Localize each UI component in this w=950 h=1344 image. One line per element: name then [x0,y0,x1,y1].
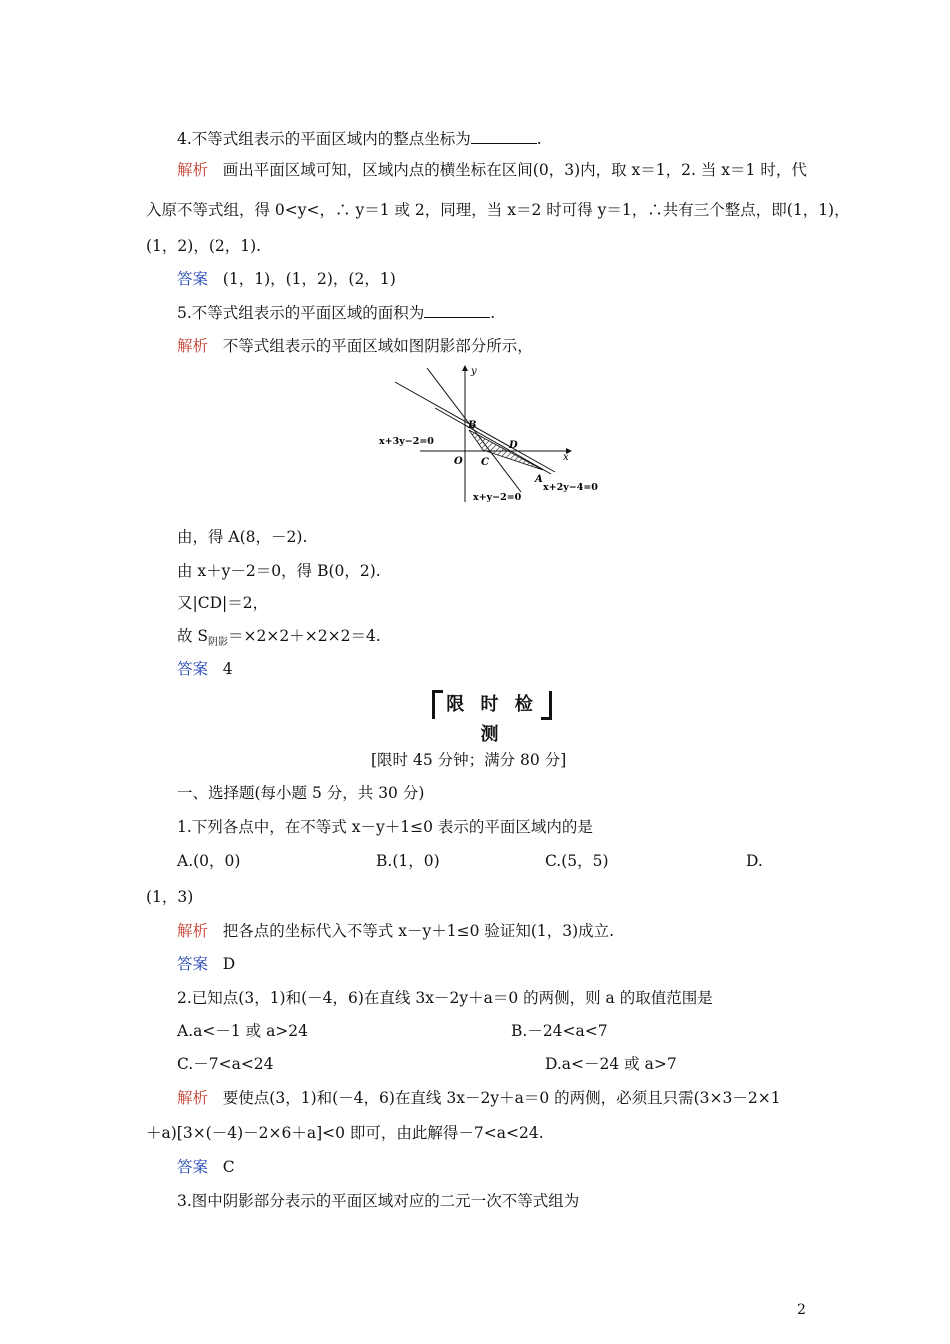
page-number: 2 [797,1302,806,1318]
q5-step-4-sub: 阴影 [208,637,229,649]
p2-option-d: D.a<－24 或 a>7 [545,1055,677,1073]
p1-option-b: B.(1，0) [376,852,440,870]
q4-stem-text: 4.不等式组表示的平面区域内的整点坐标为 [177,130,471,148]
q4-analysis-line-1 [177,159,807,181]
p1-answer-label: 答案 [177,955,209,973]
part-1-heading: 一、选择题(每小题 5 分，共 30 分) [177,784,425,802]
p1-stem: 1.下列各点中，在不等式 x－y＋1≤0 表示的平面区域内的是 [177,818,593,836]
q5-step-3: 又|CD|＝2， [177,594,269,612]
q5-blank [424,303,490,318]
q4-analysis-label: 解析 [177,161,209,179]
p1-option-a: A.(0，0) [177,852,241,870]
fig-point-d: D [509,440,518,451]
q5-analysis-label: 解析 [177,337,209,355]
q4-answer-label: 答案 [177,270,209,288]
fig-y-label: y [471,366,477,377]
p1-option-d: D. [746,852,763,870]
fig-point-b: B [468,420,477,431]
q5-step-4 [177,625,381,654]
p2-analysis-text-1: 要使点(3，1)和(－4，6)在直线 3x－2y＋a＝0 的两侧，必须且只需(3×3－2×1 [222,1089,781,1107]
q5-stem-end: . [490,304,496,322]
fig-x-label: x [563,452,569,463]
q5-answer-label: 答案 [177,660,209,678]
p3-stem: 3.图中阴影部分表示的平面区域对应的二元一次不等式组为 [177,1192,580,1210]
q4-analysis-line-2: 入原不等式组，得 0<y<，∴ y＝1 或 2，同理，当 x＝2 时可得 y＝1，∴共有三个整点，即(1，1)， [146,201,850,219]
section-bracket-right [541,691,552,720]
p1-option-d-cont: (1，3) [146,888,194,906]
p1-answer [177,953,235,975]
section-title-text: 限 时 检 测 [446,694,538,745]
q5-step-4-post: ＝×2×2＋×2×2＝4. [228,627,381,645]
q5-analysis-line-1 [177,335,533,357]
p2-answer [177,1156,235,1178]
q5-answer-text: 4 [222,660,233,678]
q5-step-2: 由 x＋y－2＝0，得 B(0，2). [177,562,381,580]
q4-answer-text: (1，1)，(1，2)，(2，1) [222,270,396,288]
p1-analysis-text: 把各点的坐标代入不等式 x－y＋1≤0 验证知(1，3)成立. [222,922,615,940]
q5-answer [177,658,233,680]
p2-answer-text: C [222,1158,235,1176]
section-bracket-left [432,690,443,719]
p2-analysis-label: 解析 [177,1089,209,1107]
p1-analysis-label: 解析 [177,922,209,940]
p2-option-a: A.a<－1 或 a>24 [177,1022,309,1040]
p2-analysis-line-2: ＋a)[3×(－4)－2×6＋a]<0 即可，由此解得－7<a<24. [146,1124,544,1142]
section-title [432,690,552,745]
p2-analysis-line-1 [177,1087,781,1109]
q4-blank [471,129,537,144]
q4-answer [177,268,396,290]
q4-stem [177,128,542,150]
q5-step-4-pre: 故 S [177,627,209,645]
p2-option-c: C.－7<a<24 [177,1055,274,1073]
line-x-plus-2y [435,408,551,474]
q5-analysis-text-1: 不等式组表示的平面区域如图阴影部分所示， [222,337,533,355]
q4-analysis-line-3: (1，2)，(2，1). [146,237,262,255]
fig-point-c: C [481,457,489,468]
q4-stem-end: . [536,130,542,148]
fig-line2-label: x+y−2=0 [473,492,522,503]
p1-answer-text: D [222,955,236,973]
q5-step-1: 由，得 A(8，－2). [177,528,308,546]
fig-point-a: A [535,474,543,485]
fig-line1-label: x+3y−2=0 [379,436,434,447]
q4-analysis-text-1: 画出平面区域可知，区域内点的横坐标在区间(0，3)内，取 x＝1，2. 当 x＝1 时，代 [222,161,807,179]
p2-option-b: B.－24<a<7 [511,1022,608,1040]
q5-stem [177,302,495,324]
q5-region-figure [375,362,615,512]
p1-analysis [177,920,614,942]
fig-origin-label: O [454,456,463,467]
p2-stem: 2.已知点(3，1)和(－4，6)在直线 3x－2y＋a＝0 的两侧，则 a 的取值范围是 [177,989,713,1007]
p2-answer-label: 答案 [177,1158,209,1176]
q5-stem-text: 5.不等式组表示的平面区域的面积为 [177,304,425,322]
section-time-limit: [限时 45 分钟；满分 80 分] [371,751,567,769]
fig-line3-label: x+2y−4=0 [543,482,598,493]
p1-option-c: C.(5，5) [545,852,609,870]
